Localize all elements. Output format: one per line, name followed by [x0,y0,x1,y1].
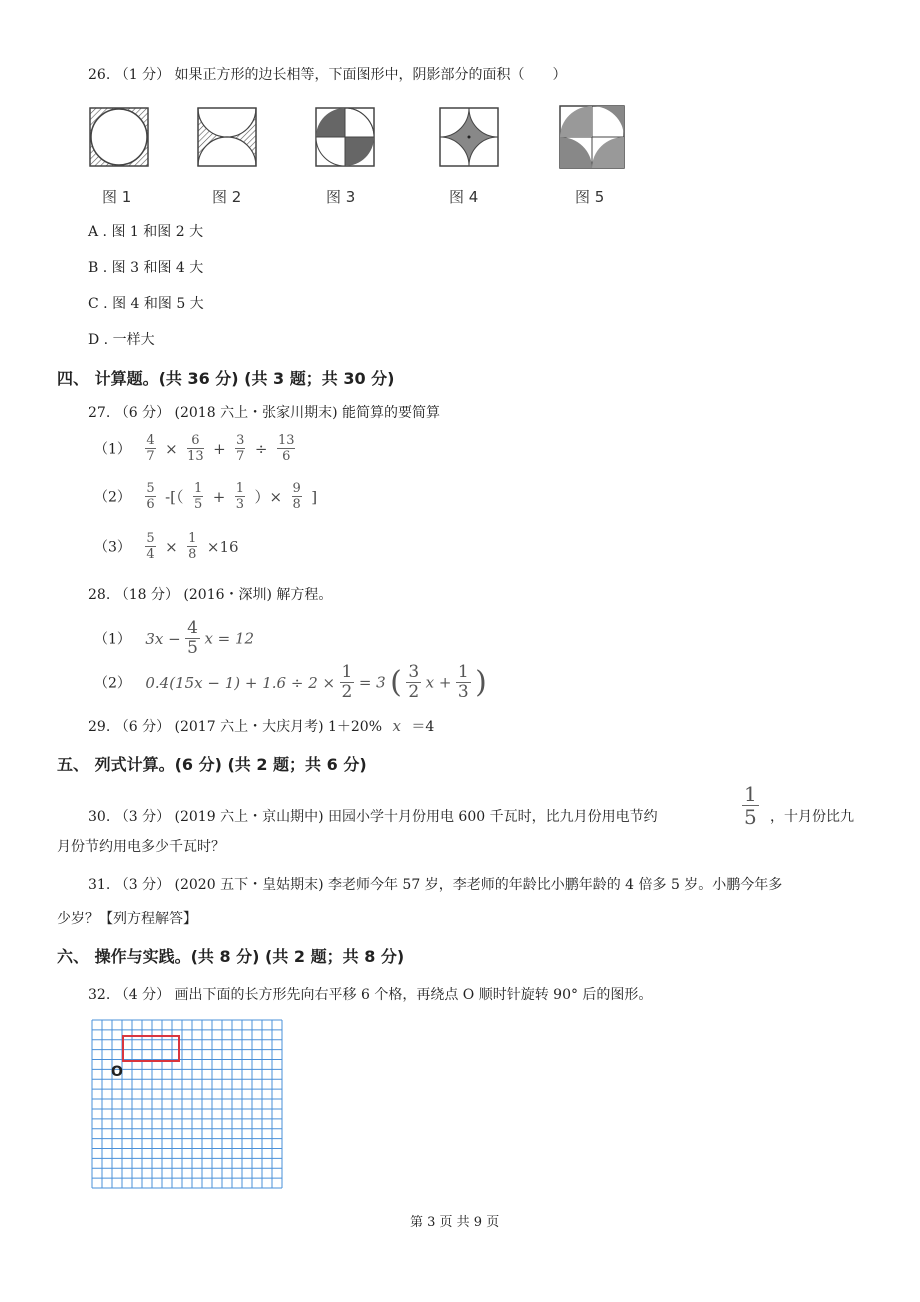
fraction: $\frac{6}{13}$ [187,433,204,464]
figure-5 [560,106,624,168]
item-label: （1） [94,631,131,648]
figure-4 [440,108,498,166]
fraction: $\frac{1}{3}$ [235,481,245,512]
figure-5-label: 图 5 [575,188,605,206]
operator: ×16 [206,537,239,556]
equation-part: 3x − [145,629,181,648]
fraction: $\frac{3}{2}$ [408,662,420,702]
grid-lines [92,1020,282,1188]
point-o-label: O [111,1064,123,1080]
q29-variable: x [392,717,401,735]
q31-line2: 少岁？【列方程解答】 [57,911,197,927]
figure-3 [316,108,374,166]
q27-text: 27. （6 分） (2018 六上・张家川期末) 能简算的要简算 [88,405,440,421]
q28-text: 28. （18 分） (2016・深圳) 解方程。 [88,587,333,603]
fraction: $\frac{13}{6}$ [277,433,295,464]
q26-option-d[interactable]: D . 一样大 [88,332,155,348]
fraction: $\frac{5}{6}$ [146,481,155,512]
q31-line1: 31. （3 分） (2020 五下・皇姑期末) 李老师今年 57 岁，李老师的年龄比小鹏年龄的 4 倍多 5 岁。小鹏今年多 [88,877,783,893]
q30-line1b: ，十月份比九 [770,809,854,825]
equation-part: 0.4(15x − 1) + 1.6 ÷ 2 × [145,673,336,692]
q27-item-2 [94,482,322,511]
fraction: $\frac{4}{5}$ [187,618,198,658]
item-label: （2） [94,489,131,506]
operator: -[（ [165,488,184,506]
operator: × [165,537,178,556]
q26-text: 26. （1 分） 如果正方形的边长相等，下面图形中，阴影部分的面积（ ） [88,67,567,83]
fraction: $\frac{1}{3}$ [457,662,469,702]
equation-part: x = 12 [204,629,255,648]
q26-option-b[interactable]: B . 图 3 和图 4 大 [88,260,204,276]
q26-option-c[interactable]: C . 图 4 和图 5 大 [88,296,204,312]
q28-item-1 [94,620,254,657]
paren-open: ( [390,665,402,700]
fraction: $\frac{1}{5}$ [193,481,203,512]
operator: + [212,487,226,506]
section-4-title: 四、 计算题。(共 36 分) (共 3 题；共 30 分) [57,369,395,388]
operator: ÷ [254,439,268,458]
q30-line1: 30. （3 分） (2019 六上・京山期中) 田园小学十月份用电 600 千瓦时，比九月份用电节约 [88,809,658,825]
operator: ] [311,487,318,506]
section-6-title: 六、 操作与实践。(共 8 分) (共 2 题；共 8 分) [57,947,405,966]
figure-3-label: 图 3 [326,188,356,206]
q29-text: 29. （6 分） (2017 六上・大庆月考) 1＋20% [88,719,382,735]
equation-part: x + [425,673,452,692]
q26-option-a[interactable]: A . 图 1 和图 2 大 [88,224,204,240]
fraction: $\frac{5}{4}$ [146,531,155,562]
fraction: $\frac{4}{7}$ [146,433,155,464]
paren-close: ) [475,665,487,700]
item-label: （3） [94,539,131,556]
q32-text: 32. （4 分） 画出下面的长方形先向右平移 6 个格，再绕点 O 顺时针旋转 90° 后的图形。 [88,987,653,1003]
operator: ）× [254,488,283,506]
item-label: （2） [94,675,131,692]
q28-item-2 [94,664,487,701]
q26-figures [90,106,630,168]
q27-item-3 [94,532,244,561]
q27-item-1 [94,434,295,463]
page-footer: 第 3 页 共 9 页 [410,1215,500,1230]
q32-grid[interactable] [92,1020,284,1190]
fraction: $\frac{1}{2}$ [341,662,353,702]
item-label: （1） [94,441,131,458]
fraction: $\frac{1}{8}$ [188,531,197,562]
figure-2-label: 图 2 [212,188,242,206]
fraction: $\frac{3}{7}$ [236,433,245,464]
q30-line2: 月份节约用电多少千瓦时？ [57,839,225,855]
fraction: $\frac{1}{5}$ [744,782,757,829]
operator: × [165,439,178,458]
figure-1-label: 图 1 [102,188,132,206]
section-5-title: 五、 列式计算。(6 分) (共 2 题；共 6 分) [57,755,367,774]
q30-fraction [742,784,759,827]
figure-4-label: 图 4 [449,188,479,206]
q29-line [88,716,434,736]
figure-2 [198,108,256,166]
q29-tail: ＝4 [411,719,435,735]
operator: + [213,439,226,458]
fraction: $\frac{9}{8}$ [292,481,301,512]
equation-part: = 3 [358,673,386,692]
figure-1 [90,108,148,166]
